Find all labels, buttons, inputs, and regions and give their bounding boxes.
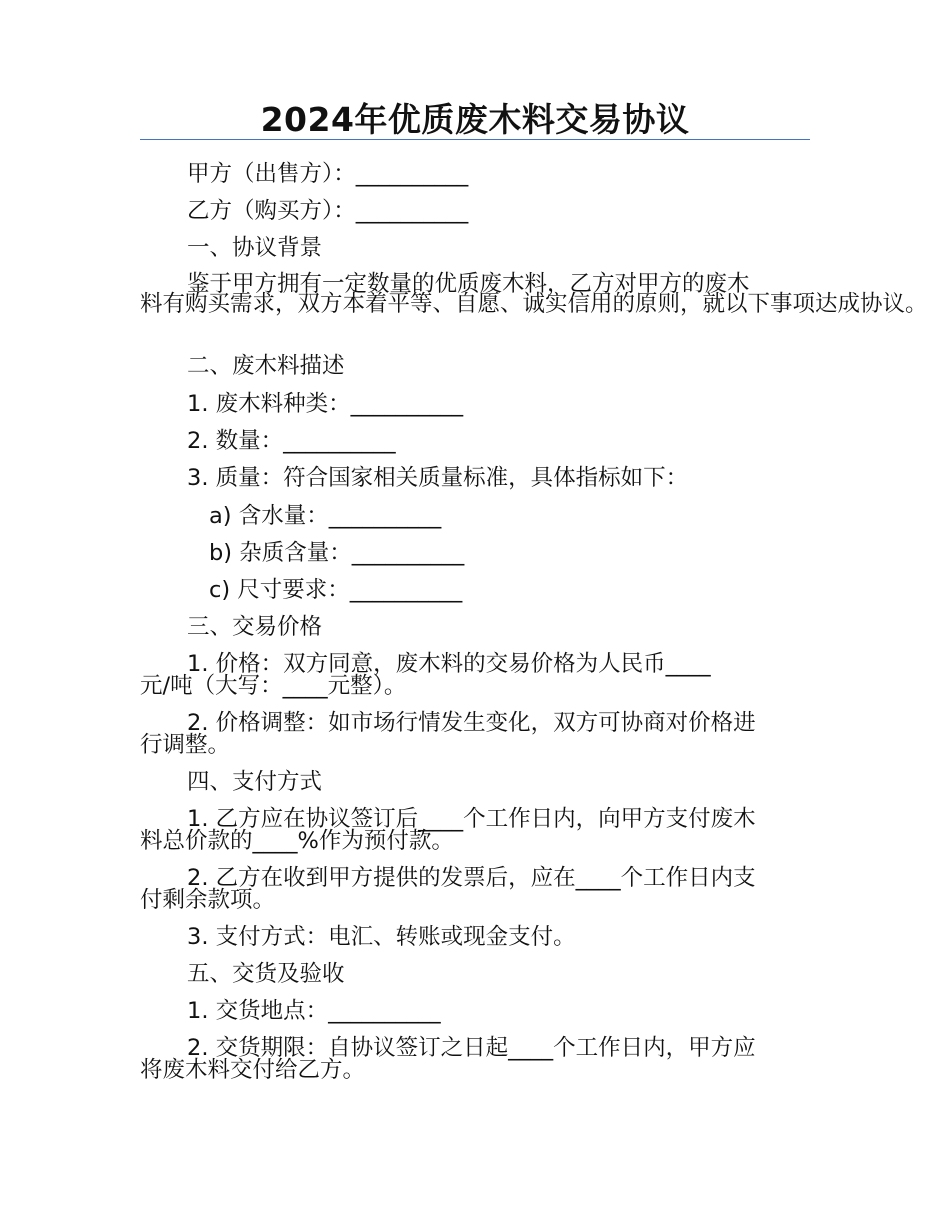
- paragraph-line: 料总价款的____%作为预付款。: [140, 828, 454, 854]
- paragraph-line: 1. 乙方应在协议签订后____个工作日内，向甲方支付废木: [187, 806, 756, 832]
- subitem-size: c) 尺寸要求：__________: [209, 577, 463, 603]
- party-a-line: 甲方（出售方）：__________: [187, 161, 469, 187]
- paragraph-line: 将废木料交付给乙方。: [140, 1057, 366, 1083]
- paragraph-line: 2. 交货期限：自协议签订之日起____个工作日内，甲方应: [187, 1035, 756, 1061]
- paragraph-line: 鉴于甲方拥有一定数量的优质废木料，乙方对甲方的废木: [187, 271, 750, 297]
- background-paragraph: [140, 271, 928, 317]
- paragraph-line: 付剩余款项。: [140, 887, 276, 913]
- title-underline: [140, 139, 810, 140]
- prepayment-paragraph: [140, 806, 810, 854]
- section-heading-description: 二、废木料描述: [187, 353, 345, 379]
- subitem-moisture: a) 含水量：__________: [209, 503, 442, 529]
- item-payment-method: 3. 支付方式：电汇、转账或现金支付。: [187, 924, 576, 950]
- section-heading-delivery: 五、交货及验收: [187, 961, 345, 987]
- item-quality: 3. 质量：符合国家相关质量标准，具体指标如下：: [187, 465, 689, 491]
- paragraph-line: 2. 价格调整：如市场行情发生变化，双方可协商对价格进: [187, 710, 756, 736]
- section-heading-payment: 四、支付方式: [187, 769, 323, 795]
- party-b-line: 乙方（购买方）：__________: [187, 198, 469, 224]
- price-adjust-paragraph: [140, 710, 810, 758]
- subitem-impurity: b) 杂质含量：__________: [209, 540, 465, 566]
- paragraph-line: 料有购买需求，双方本着平等、自愿、诚实信用的原则，就以下事项达成协议。: [140, 291, 928, 317]
- section-heading-price: 三、交易价格: [187, 614, 323, 640]
- paragraph-line: 1. 价格：双方同意，废木料的交易价格为人民币____: [187, 651, 711, 677]
- price-paragraph: [140, 651, 810, 699]
- item-delivery-place: 1. 交货地点：__________: [187, 998, 441, 1024]
- balance-payment-paragraph: [140, 865, 810, 913]
- delivery-deadline-paragraph: [140, 1035, 810, 1083]
- item-wood-type: 1. 废木料种类：__________: [187, 391, 464, 417]
- paragraph-line: 元/吨（大写：____元整）。: [140, 673, 407, 699]
- paragraph-line: 行调整。: [140, 732, 231, 758]
- section-heading-background: 一、协议背景: [187, 235, 323, 261]
- item-quantity: 2. 数量：__________: [187, 428, 396, 454]
- document-title: 2024年优质废木料交易协议: [260, 100, 690, 139]
- paragraph-line: 2. 乙方在收到甲方提供的发票后，应在____个工作日内支: [187, 865, 756, 891]
